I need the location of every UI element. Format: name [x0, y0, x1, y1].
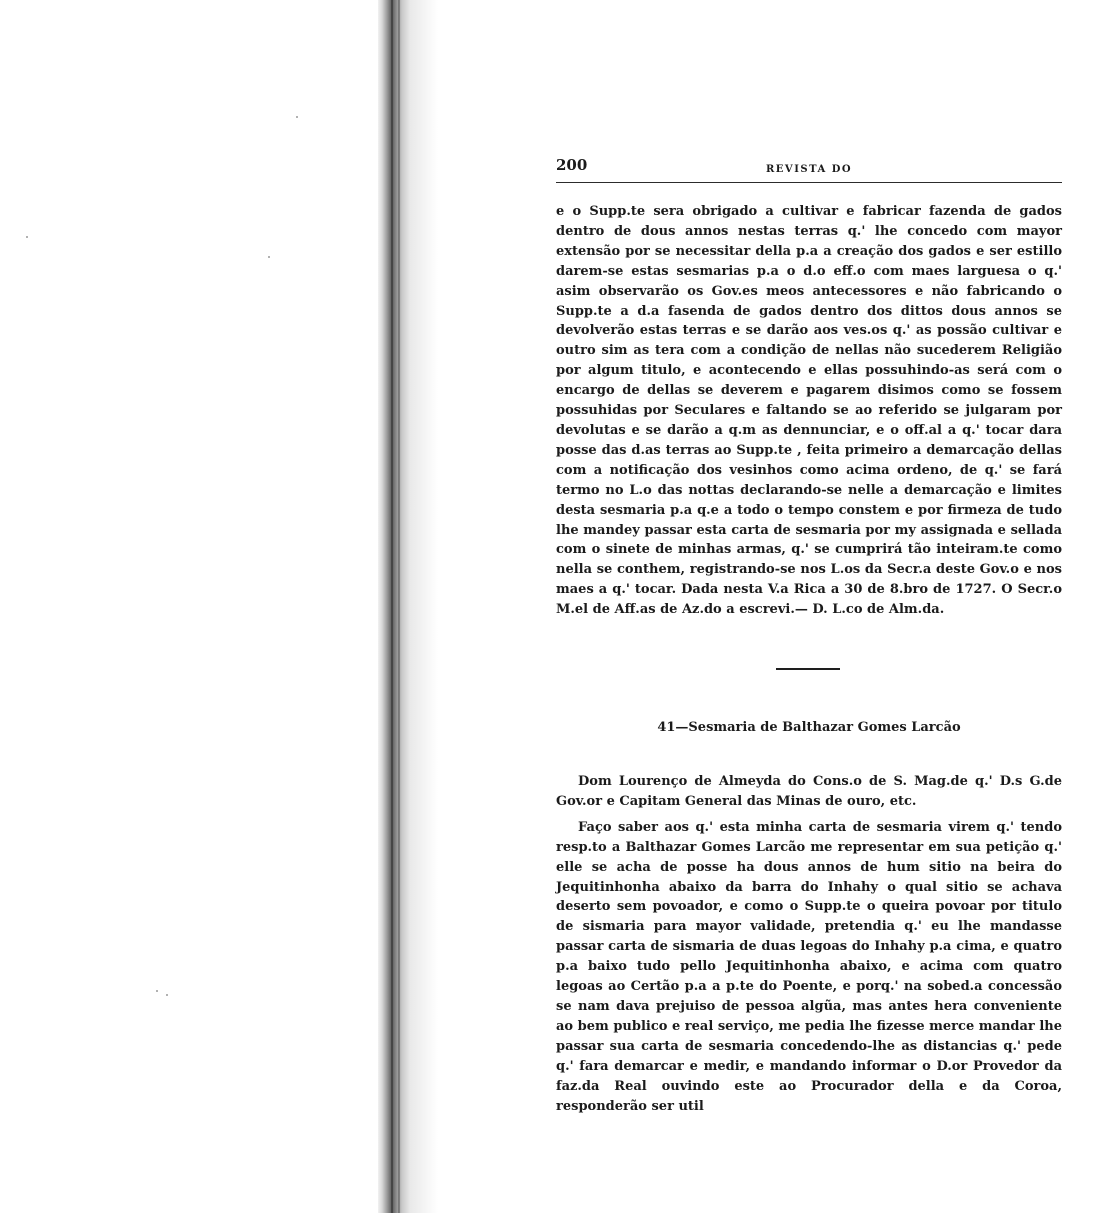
section-divider — [776, 668, 840, 670]
journal-title: REVISTA DO — [766, 164, 853, 175]
paper-speck — [268, 256, 270, 258]
gutter-shadow-line — [391, 0, 393, 1213]
continuation-text-block — [556, 202, 1062, 620]
running-head — [556, 156, 1062, 180]
blank-facing-page — [0, 0, 378, 1213]
section-body — [556, 772, 1062, 1116]
header-rule — [556, 182, 1062, 183]
salutation-paragraph: Dom Lourenço de Almeyda do Cons.o de S. Mag.de q.' D.s G.de Gov.or e Capitam General das Minas de ouro, etc. — [556, 774, 1062, 809]
paper-speck — [166, 994, 168, 996]
page-number: 200 — [556, 156, 588, 174]
paper-speck — [156, 990, 158, 992]
section-heading: 41—Sesmaria de Balthazar Gomes Larcão — [657, 720, 961, 735]
paper-speck — [296, 116, 298, 118]
gutter-shadow-line — [398, 0, 400, 1213]
book-spine-gutter — [378, 0, 438, 1213]
body-paragraph: Faço saber aos q.' esta minha carta de sesmaria virem q.' tendo resp.to a Balthazar Gomes Larcão me representar em sua petição q.' elle se acha de posse ha dous annos de hum sitio na beira do Jequitinhonha abaixo da barra do Inhahy o qual sitio se achava deserto sem povoador, e como o Supp.te o queira povoar por titulo de sismaria para mayor validade, pretendia q.' eu lhe mandasse passar carta de sismaria de duas legoas do Inhahy p.a cima, e quatro p.a baixo tudo pello Jequitinhonha abaixo, e acima com quatro legoas ao Certão p.a a p.te do Poente, e porq.' na sobed.a concessão se nam dava prejuiso de pessoa algũa, mas antes hera conveniente ao bem publico e real serviço, me pedia lhe fizesse merce mandar lhe passar sua carta de sesmaria concedendo-lhe as distancias q.' pede q.' fara demarcar e medir, e mandando informar o D.or Provedor da faz.da Real ouvindo este ao Procurador della e da Coroa, responderão ser util — [556, 819, 1062, 1114]
book-page — [438, 0, 1100, 1213]
continuation-paragraph: e o Supp.te sera obrigado a cultivar e fabricar fazenda de gados dentro de dous annos nestas terras q.' lhe concedo com mayor extensão por se necessitar della p.a a creação dos gados e ser estillo darem-se estas sesmarias p.a o d.o eff.o com maes larguesa o q.' asim observarão os Gov.es meos antecessores e não fabricando o Supp.te a d.a fasenda de gados dentro dos dittos dous annos se devolverão estas terras e se darão aos ves.os q.' as possão cultivar e outro sim as tera com a condição de nellas não sucederem Religião por algum titulo, e acontecendo e ellas possuhindo-as será com o encargo de dellas se deverem e pagarem disimos como se fossem possuhidas por Seculares e faltando se ao referido se julgaram por devolutas e se darão a q.m as dennunciar, e o off.al a q.' tocar dara posse das d.as terras ao Supp.te , feita primeiro a demarcação dellas com a notificação dos vesinhos como acima ordeno, de q.' se fará termo no L.o das nottas declarando-se nelle a demarcação e limites desta sesmaria p.a q.e a todo o tempo constem e por firmeza de tudo lhe mandey passar esta carta de sesmaria por my assignada e sellada com o sinete de minhas armas, q.' se cumprirá tão inteiram.te como nella se conthem, registrando-se nos L.os da Secr.a deste Gov.o e nos maes a q.' tocar. Dada nesta V.a Rica a 30 de 8.bro de 1727. O Secr.o M.el de Aff.as de Az.do a escrevi.— D. L.co de Alm.da. — [556, 204, 1062, 618]
paper-speck — [26, 236, 28, 238]
